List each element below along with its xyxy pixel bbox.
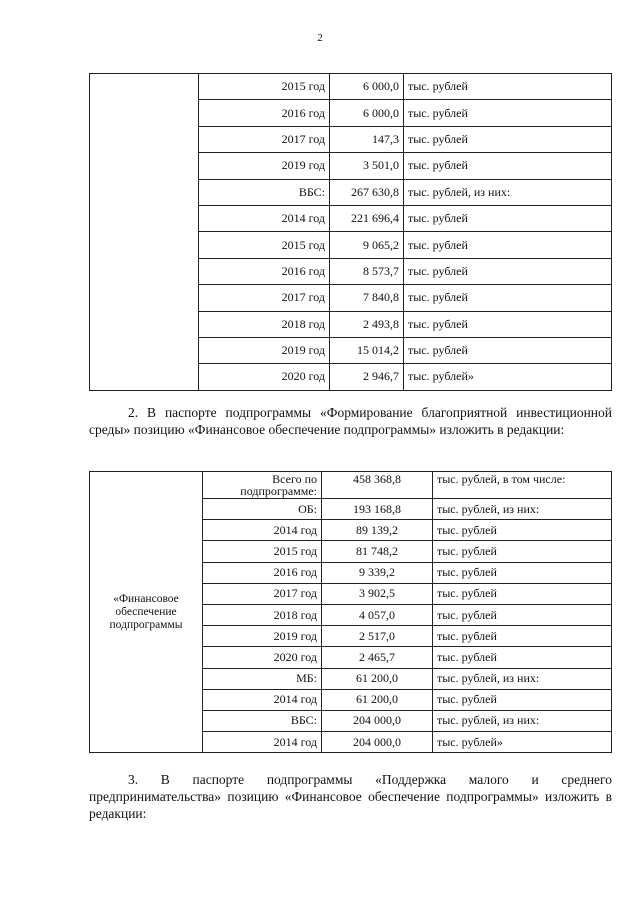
- amount-value: 204 000,0: [322, 732, 433, 753]
- unit-label: тыс. рублей: [433, 520, 612, 541]
- left-label-cell: [90, 74, 199, 391]
- left-label-cell: «Финансовое обеспечение подпрограммы: [90, 472, 203, 753]
- period-label: ОБ:: [203, 499, 322, 520]
- unit-label: тыс. рублей: [404, 100, 612, 126]
- unit-label: тыс. рублей, из них:: [433, 668, 612, 689]
- amount-value: 221 696,4: [330, 205, 404, 231]
- unit-label: тыс. рублей»: [404, 364, 612, 390]
- table-row: [90, 74, 612, 100]
- amount-value: 3 501,0: [330, 153, 404, 179]
- amount-value: 267 630,8: [330, 179, 404, 205]
- page-number: 2: [317, 32, 323, 44]
- period-label: 2017 год: [199, 126, 330, 152]
- unit-label: тыс. рублей: [404, 74, 612, 100]
- unit-label: тыс. рублей: [404, 232, 612, 258]
- unit-label: тыс. рублей: [404, 258, 612, 284]
- unit-label: тыс. рублей: [404, 285, 612, 311]
- unit-label: тыс. рублей: [433, 541, 612, 562]
- paragraph-item-3: 3. В паспорте подпрограммы «Поддержка малого и среднего предпринимательства» позицию «Финансовое обеспечение подпрограммы» изложить в редакции:: [89, 772, 612, 821]
- period-label: ВБС:: [203, 710, 322, 731]
- unit-label: тыс. рублей: [404, 205, 612, 231]
- unit-label: тыс. рублей: [433, 689, 612, 710]
- period-label: МБ:: [203, 668, 322, 689]
- unit-label: тыс. рублей: [404, 311, 612, 337]
- period-label: 2016 год: [199, 258, 330, 284]
- amount-value: 147,3: [330, 126, 404, 152]
- period-label: 2018 год: [203, 604, 322, 625]
- unit-label: тыс. рублей»: [433, 732, 612, 753]
- financing-table-continued: [89, 73, 612, 391]
- financing-table-investment: [89, 471, 612, 753]
- amount-value: 81 748,2: [322, 541, 433, 562]
- period-label: 2019 год: [203, 626, 322, 647]
- amount-value: 61 200,0: [322, 689, 433, 710]
- unit-label: тыс. рублей: [404, 337, 612, 363]
- unit-label: тыс. рублей: [433, 583, 612, 604]
- period-label: 2016 год: [203, 562, 322, 583]
- period-label: Всего по подпрограмме:: [203, 472, 322, 499]
- period-label: 2014 год: [203, 689, 322, 710]
- unit-label: тыс. рублей: [433, 604, 612, 625]
- period-label: 2020 год: [199, 364, 330, 390]
- amount-value: 204 000,0: [322, 710, 433, 731]
- period-label: 2016 год: [199, 100, 330, 126]
- unit-label: тыс. рублей: [433, 647, 612, 668]
- period-label: 2018 год: [199, 311, 330, 337]
- unit-label: тыс. рублей, из них:: [404, 179, 612, 205]
- period-label: 2014 год: [203, 732, 322, 753]
- table-row: [90, 472, 612, 499]
- amount-value: 3 902,5: [322, 583, 433, 604]
- unit-label: тыс. рублей, из них:: [433, 499, 612, 520]
- amount-value: 4 057,0: [322, 604, 433, 625]
- amount-value: 458 368,8: [322, 472, 433, 499]
- period-label: 2019 год: [199, 337, 330, 363]
- period-label: 2020 год: [203, 647, 322, 668]
- unit-label: тыс. рублей: [433, 626, 612, 647]
- paragraph-item-2: 2. В паспорте подпрограммы «Формирование благоприятной инвестиционной среды» позицию «Финансовое обеспечение подпрограммы» изложить в редакции:: [89, 405, 612, 437]
- period-label: 2015 год: [199, 232, 330, 258]
- period-label: 2014 год: [203, 520, 322, 541]
- unit-label: тыс. рублей: [404, 126, 612, 152]
- period-label: 2014 год: [199, 205, 330, 231]
- amount-value: 2 465,7: [322, 647, 433, 668]
- unit-label: тыс. рублей, в том числе:: [433, 472, 612, 499]
- amount-value: 7 840,8: [330, 285, 404, 311]
- amount-value: 9 339,2: [322, 562, 433, 583]
- amount-value: 2 517,0: [322, 626, 433, 647]
- amount-value: 9 065,2: [330, 232, 404, 258]
- amount-value: 6 000,0: [330, 74, 404, 100]
- amount-value: 15 014,2: [330, 337, 404, 363]
- unit-label: тыс. рублей, из них:: [433, 710, 612, 731]
- period-label: 2017 год: [199, 285, 330, 311]
- amount-value: 193 168,8: [322, 499, 433, 520]
- period-label: ВБС:: [199, 179, 330, 205]
- amount-value: 89 139,2: [322, 520, 433, 541]
- amount-value: 6 000,0: [330, 100, 404, 126]
- amount-value: 8 573,7: [330, 258, 404, 284]
- unit-label: тыс. рублей: [404, 153, 612, 179]
- period-label: 2015 год: [203, 541, 322, 562]
- unit-label: тыс. рублей: [433, 562, 612, 583]
- amount-value: 61 200,0: [322, 668, 433, 689]
- period-label: 2017 год: [203, 583, 322, 604]
- period-label: 2015 год: [199, 74, 330, 100]
- amount-value: 2 946,7: [330, 364, 404, 390]
- amount-value: 2 493,8: [330, 311, 404, 337]
- period-label: 2019 год: [199, 153, 330, 179]
